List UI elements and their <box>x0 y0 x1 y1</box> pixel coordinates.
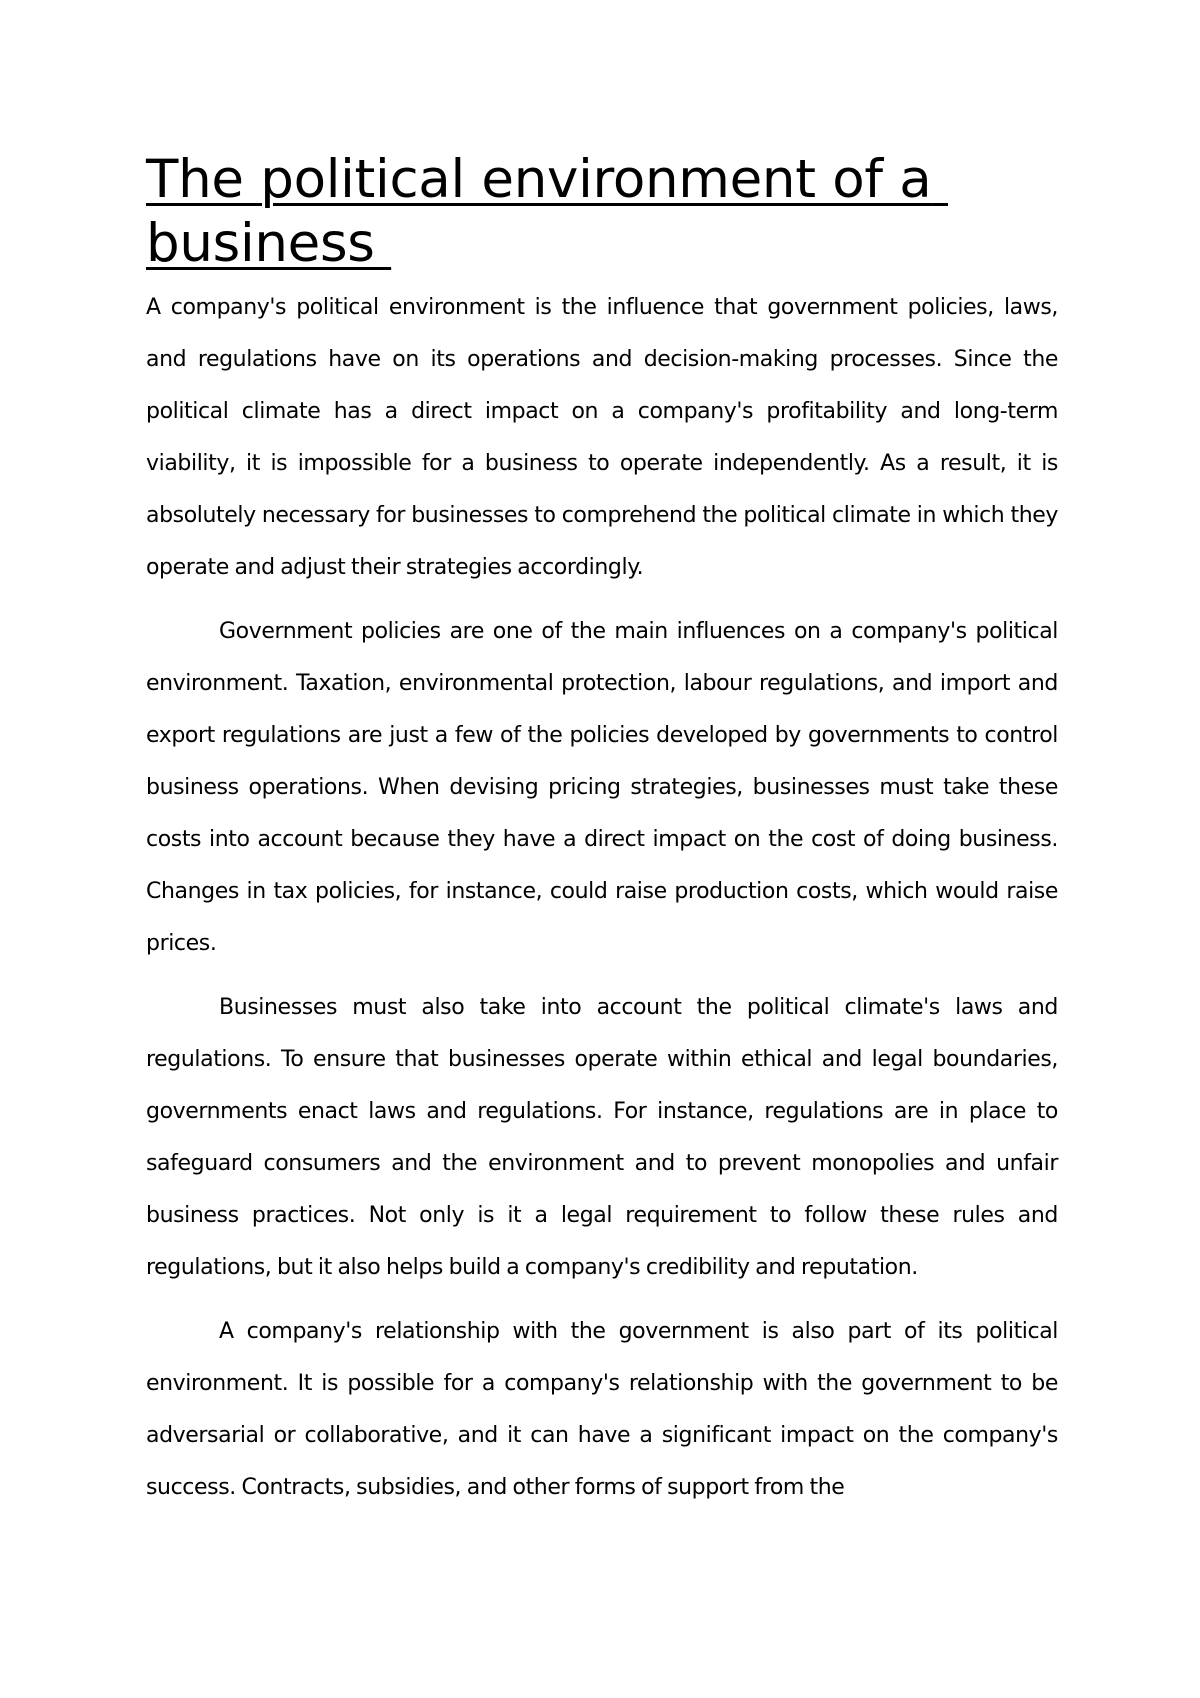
paragraph-government-relationship: A company's relationship with the government is also part of its political environment. It is possible for a company's relationship with the government to be adversarial or collaborative, and it can have a significant impact on the company's success. Contracts, subsidies, and other forms of support from the <box>146 1319 1058 1500</box>
paragraph-intro: A company's political environment is the influence that government policies, laws, and regulations have on its operations and decision-making processes. Since the political climate has a direct impact on a company's profitability and long-term viability, it is impossible for a business to operate independently. As a result, it is absolutely necessary for businesses to comprehend the political climate in which they operate and adjust their strategies accordingly. <box>146 295 1058 580</box>
document-title: The political environment of a business <box>146 149 948 274</box>
document-body <box>146 148 1058 1514</box>
paragraph-government-policies: Government policies are one of the main influences on a company's political environment. Taxation, environmental protection, labour regulations, and import and export regulations are just a few of the policies developed by governments to control business operations. When devising pricing strategies, businesses must take these costs into account because they have a direct impact on the cost of doing business. Changes in tax policies, for instance, could raise production costs, which would raise prices. <box>146 619 1058 956</box>
paragraph-laws-regulations: Businesses must also take into account the political climate's laws and regulations. To ensure that businesses operate within ethical and legal boundaries, governments enact laws and regulations. For instance, regulations are in place to safeguard consumers and the environment and to prevent monopolies and unfair business practices. Not only is it a legal requirement to follow these rules and regulations, but it also helps build a company's credibility and reputation. <box>146 995 1058 1280</box>
